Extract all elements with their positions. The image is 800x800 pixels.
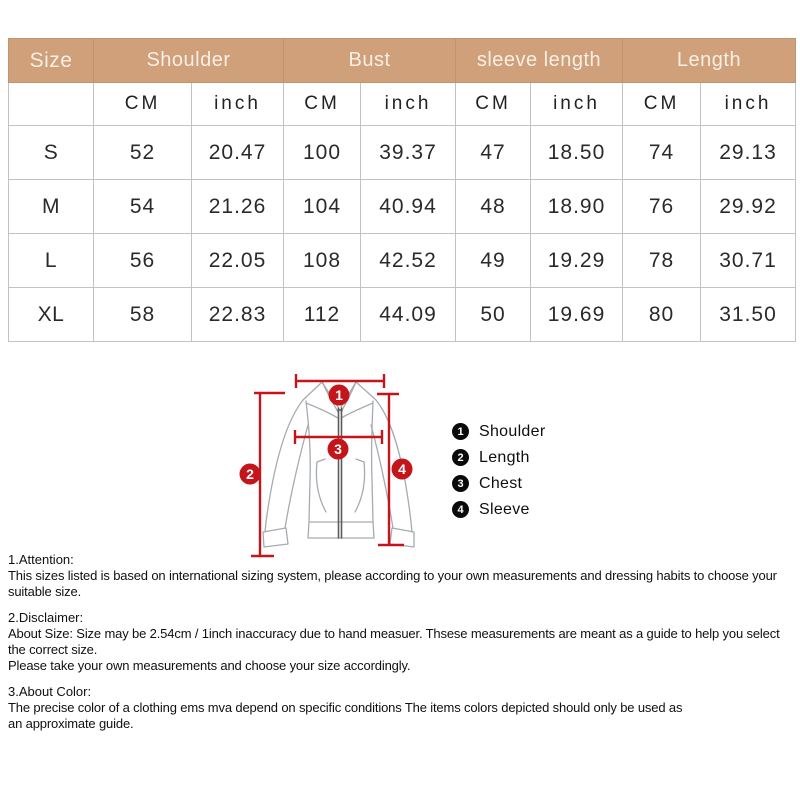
value-cell: 18.90	[531, 180, 623, 234]
legend-label: Chest	[479, 474, 523, 492]
header-cell-size: Size	[9, 39, 94, 83]
note-about-color	[8, 684, 796, 732]
diagram-callouts	[240, 385, 413, 485]
legend-1-badge-icon: 1	[452, 423, 469, 440]
value-cell: 30.71	[701, 234, 796, 288]
value-cell: 29.92	[701, 180, 796, 234]
callout-1-number: 1	[335, 387, 343, 403]
note-attention-text: This sizes listed is based on international sizing system, please according to your own measurements and dressing habits to choose your suitable size.	[8, 568, 777, 599]
value-cell: 48	[456, 180, 531, 234]
unit-cell-inch: inch	[361, 83, 456, 126]
value-cell: 50	[456, 288, 531, 342]
unit-cell-inch: inch	[701, 83, 796, 126]
value-cell: 40.94	[361, 180, 456, 234]
value-cell: 22.05	[192, 234, 284, 288]
value-cell: 78	[623, 234, 701, 288]
callout-3-number: 3	[334, 441, 342, 457]
table-header-row	[9, 39, 796, 83]
legend-label: Length	[479, 448, 530, 466]
value-cell: 19.69	[531, 288, 623, 342]
note-attention	[8, 552, 796, 600]
value-cell: 52	[94, 126, 192, 180]
legend-3-badge-icon: 3	[452, 475, 469, 492]
value-cell: 42.52	[361, 234, 456, 288]
note-about-color-text-2: an approximate guide.	[8, 716, 134, 731]
value-cell: 58	[94, 288, 192, 342]
note-about-color-title: 3.About Color:	[8, 684, 92, 699]
value-cell: 100	[284, 126, 361, 180]
legend-label: Sleeve	[479, 500, 530, 518]
table-unit-row	[9, 83, 796, 126]
legend-2-badge-icon: 2	[452, 449, 469, 466]
value-cell: 112	[284, 288, 361, 342]
size-cell: M	[9, 180, 94, 234]
size-table	[8, 38, 796, 342]
unit-cell-cm: CM	[94, 83, 192, 126]
size-cell: XL	[9, 288, 94, 342]
callout-2-number: 2	[246, 466, 254, 482]
value-cell: 29.13	[701, 126, 796, 180]
unit-cell-empty	[9, 83, 94, 126]
value-cell: 54	[94, 180, 192, 234]
size-cell: L	[9, 234, 94, 288]
unit-cell-inch: inch	[192, 83, 284, 126]
table-row-m	[9, 180, 796, 234]
value-cell: 108	[284, 234, 361, 288]
header-cell-shoulder: Shoulder	[94, 39, 284, 83]
value-cell: 21.26	[192, 180, 284, 234]
header-cell-bust: Bust	[284, 39, 456, 83]
notes-section	[8, 552, 796, 742]
jacket-outline	[263, 382, 414, 547]
legend-item-length	[452, 449, 612, 466]
callout-4-number: 4	[398, 461, 406, 477]
value-cell: 31.50	[701, 288, 796, 342]
unit-cell-inch: inch	[531, 83, 623, 126]
table-row-s	[9, 126, 796, 180]
table-row-xl	[9, 288, 796, 342]
note-disclaimer	[8, 610, 796, 674]
unit-cell-cm: CM	[456, 83, 531, 126]
value-cell: 104	[284, 180, 361, 234]
value-cell: 20.47	[192, 126, 284, 180]
value-cell: 22.83	[192, 288, 284, 342]
note-disclaimer-text-1: About Size: Size may be 2.54cm / 1inch inaccuracy due to hand measuer. Thsese measurements are meant as a guide to help you select the correct size.	[8, 626, 780, 657]
legend-item-shoulder	[452, 423, 612, 440]
diagram-legend	[452, 423, 612, 527]
value-cell: 44.09	[361, 288, 456, 342]
value-cell: 74	[623, 126, 701, 180]
header-cell-length: Length	[623, 39, 796, 83]
size-cell: S	[9, 126, 94, 180]
legend-item-chest	[452, 475, 612, 492]
value-cell: 19.29	[531, 234, 623, 288]
legend-4-badge-icon: 4	[452, 501, 469, 518]
note-about-color-text-1: The precise color of a clothing ems mva depend on specific conditions The items colors depicted should only be used as	[8, 700, 683, 715]
value-cell: 39.37	[361, 126, 456, 180]
legend-item-sleeve	[452, 501, 612, 518]
unit-cell-cm: CM	[623, 83, 701, 126]
note-attention-title: 1.Attention:	[8, 552, 74, 567]
note-disclaimer-title: 2.Disclaimer:	[8, 610, 84, 625]
table-row-l	[9, 234, 796, 288]
value-cell: 18.50	[531, 126, 623, 180]
value-cell: 80	[623, 288, 701, 342]
value-cell: 49	[456, 234, 531, 288]
value-cell: 47	[456, 126, 531, 180]
legend-label: Shoulder	[479, 422, 546, 440]
unit-cell-cm: CM	[284, 83, 361, 126]
value-cell: 76	[623, 180, 701, 234]
header-cell-sleeve-length: sleeve length	[456, 39, 623, 83]
note-disclaimer-text-2: Please take your own measurements and choose your size accordingly.	[8, 658, 411, 673]
value-cell: 56	[94, 234, 192, 288]
